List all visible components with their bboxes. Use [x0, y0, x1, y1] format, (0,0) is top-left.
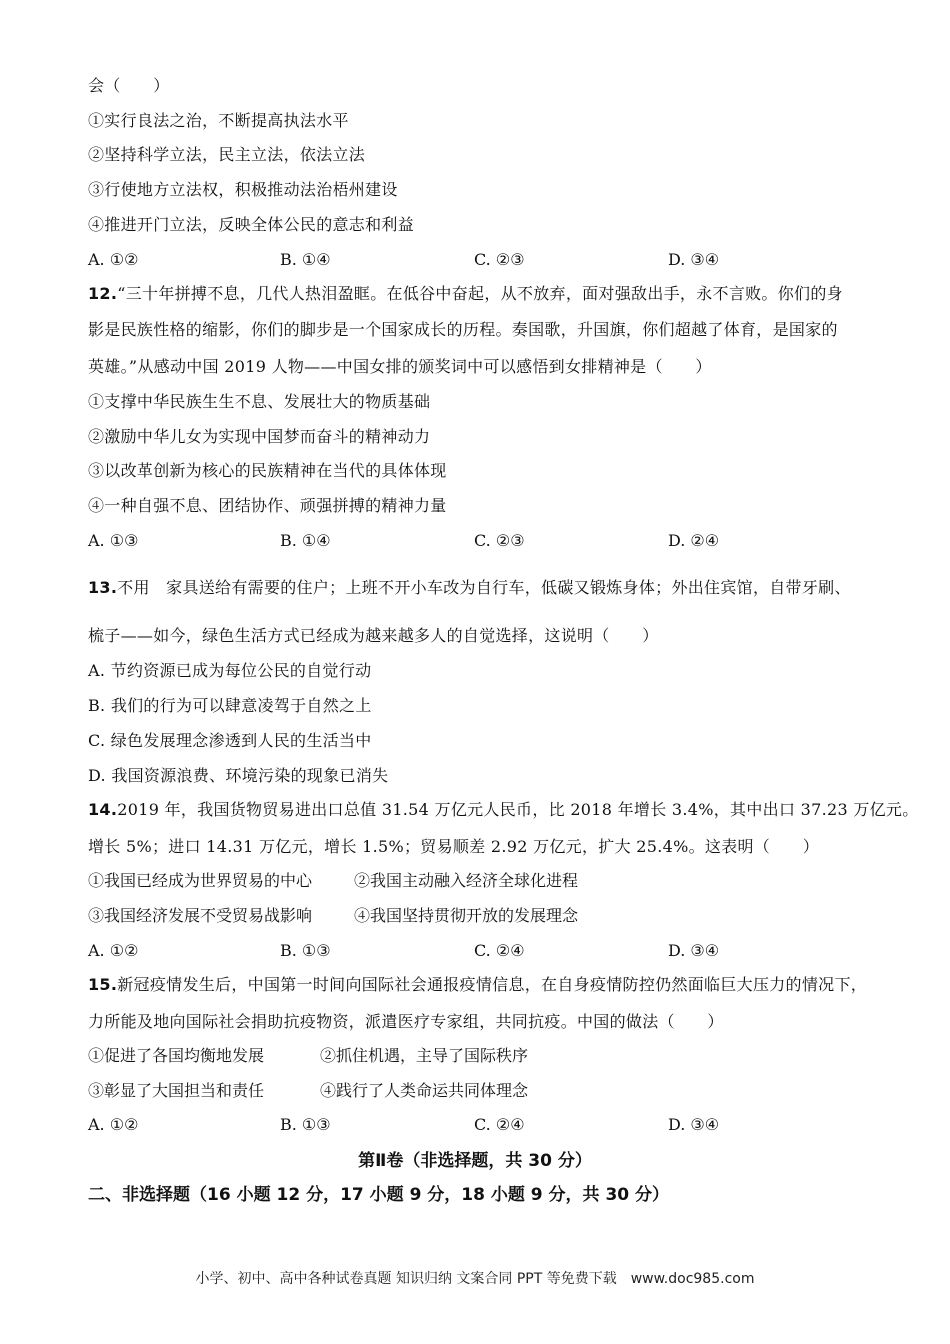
q14-item-1: ①我国已经成为世界贸易的中心	[88, 871, 313, 890]
q15-option-b: B. ①③	[280, 1115, 331, 1134]
q14-option-d: D. ③④	[668, 941, 720, 960]
q14-item-row-1	[88, 871, 848, 891]
q15-option-c: C. ②④	[474, 1115, 525, 1134]
q11-options	[88, 250, 848, 270]
q11-stem-tail: 会（ ）	[88, 76, 170, 95]
q15-stem-line-2: 力所能及地向国际社会捐助抗疫物资，派遣医疗专家组，共同抗疫。中国的做法（ ）	[88, 1012, 724, 1031]
q12-option-d: D. ②④	[668, 531, 720, 550]
q14-item-2: ②我国主动融入经济全球化进程	[354, 871, 579, 890]
q14-options	[88, 941, 848, 961]
q15-number: 15.	[88, 975, 118, 994]
q15-item-3: ③彰显了大国担当和责任	[88, 1081, 265, 1100]
q12-item-3: ③以改革创新为核心的民族精神在当代的具体体现	[88, 461, 447, 480]
q15-stem-line-1: 15.新冠疫情发生后，中国第一时间向国际社会通报疫情信息，在自身疫情防控仍然面临巨大压力的情况下，	[88, 975, 868, 994]
q14-stem-line-2: 增长 5%；进口 14.31 万亿元，增长 1.5%；贸易顺差 2.92 万亿元，扩大 25.4%。这表明（ ）	[88, 837, 819, 856]
q14-option-c: C. ②④	[474, 941, 525, 960]
q14-option-a: A. ①②	[88, 941, 139, 960]
q12-option-b: B. ①④	[280, 531, 331, 550]
q15-options	[88, 1115, 848, 1135]
q14-option-b: B. ①③	[280, 941, 331, 960]
q14-item-3: ③我国经济发展不受贸易战影响	[88, 906, 313, 925]
q14-item-4: ④我国坚持贯彻开放的发展理念	[354, 906, 579, 925]
q15-option-a: A. ①②	[88, 1115, 139, 1134]
q12-stem-line-2: 影是民族性格的缩影，你们的脚步是一个国家成长的历程。奏国歌，升国旗，你们超越了体育，是国家的	[88, 320, 838, 339]
q13-option-c: C. 绿色发展理念渗透到人民的生活当中	[88, 731, 372, 750]
q13-option-a: A. 节约资源已成为每位公民的自觉行动	[88, 661, 372, 680]
q15-item-1: ①促进了各国均衡地发展	[88, 1046, 265, 1065]
q15-item-4: ④践行了人类命运共同体理念	[320, 1081, 529, 1100]
section-2-subtitle: 二、非选择题（16 小题 12 分，17 小题 9 分，18 小题 9 分，共 30 分）	[88, 1185, 670, 1205]
q11-option-b: B. ①④	[280, 250, 331, 269]
q11-item-1: ①实行良法之治，不断提高执法水平	[88, 111, 349, 130]
q15-item-2: ②抓住机遇，主导了国际秩序	[320, 1046, 529, 1065]
q12-options	[88, 531, 848, 551]
q12-item-4: ④一种自强不息、团结协作、顽强拼搏的精神力量	[88, 496, 447, 515]
q11-option-c: C. ②③	[474, 250, 525, 269]
page-footer: 小学、初中、高中各种试卷真题 知识归纳 文案合同 PPT 等免费下载 www.doc985.com	[195, 1271, 755, 1287]
q12-item-2: ②激励中华儿女为实现中国梦而奋斗的精神动力	[88, 427, 431, 446]
q13-option-d: D. 我国资源浪费、环境污染的现象已消失	[88, 766, 389, 785]
q11-item-3: ③行使地方立法权，积极推动法治梧州建设	[88, 180, 398, 199]
q13-stem-line-2: 梳子——如今，绿色生活方式已经成为越来越多人的自觉选择，这说明（ ）	[88, 626, 659, 645]
q12-stem-line-3: 英雄。”从感动中国 2019 人物——中国女排的颁奖词中可以感悟到女排精神是（ ）	[88, 357, 712, 376]
q11-item-2: ②坚持科学立法，民主立法，依法立法	[88, 145, 366, 164]
q11-item-4: ④推进开门立法，反映全体公民的意志和利益	[88, 215, 415, 234]
q13-stem-line-1: 13.不用 家具送给有需要的住户；上班不开小车改为自行车，低碳又锻炼身体；外出住宾馆，自带牙刷、	[88, 578, 851, 597]
q14-number: 14.	[88, 800, 118, 819]
q14-stem-line-1: 14.2019 年，我国货物贸易进出口总值 31.54 万亿元人民币，比 2018 年增长 3.4%，其中出口 37.23 万亿元。	[88, 800, 919, 819]
q12-number: 12.	[88, 284, 118, 303]
q11-option-a: A. ①②	[88, 250, 139, 269]
q13-number: 13.	[88, 578, 118, 597]
q11-option-d: D. ③④	[668, 250, 720, 269]
q12-stem-line-1: 12.“三十年拼搏不息，几代人热泪盈眶。在低谷中奋起，从不放弃，面对强敌出手，永不言败。你们的身	[88, 284, 843, 303]
q15-item-row-1	[88, 1046, 848, 1066]
q12-option-a: A. ①③	[88, 531, 139, 550]
q12-item-1: ①支撑中华民族生生不息、发展壮大的物质基础	[88, 392, 431, 411]
section-2-title: 第Ⅱ卷（非选择题，共 30 分）	[358, 1151, 592, 1171]
q12-option-c: C. ②③	[474, 531, 525, 550]
q15-option-d: D. ③④	[668, 1115, 720, 1134]
q13-option-b: B. 我们的行为可以肆意凌驾于自然之上	[88, 696, 372, 715]
q15-item-row-2	[88, 1081, 848, 1101]
q14-item-row-2	[88, 906, 848, 926]
